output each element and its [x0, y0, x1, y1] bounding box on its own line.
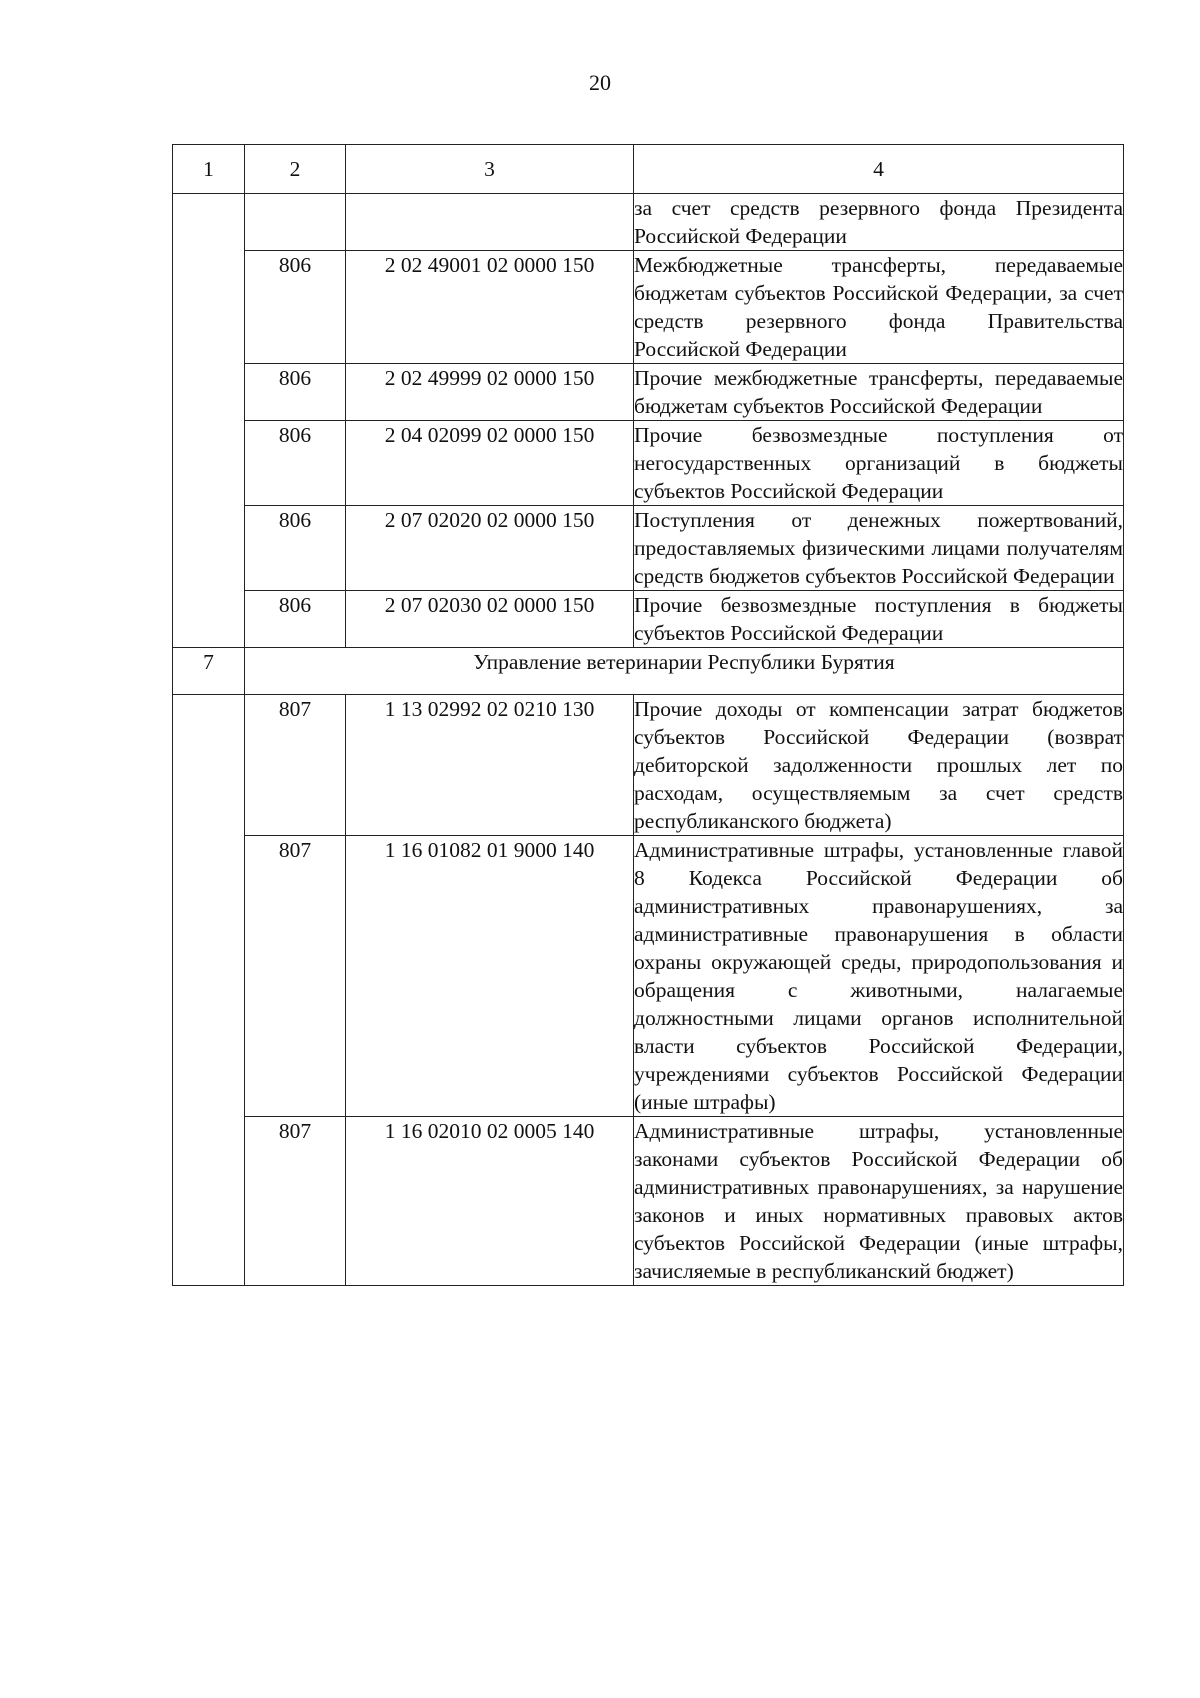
- header-col-2: 2: [245, 145, 346, 194]
- admin-code-cell: 806: [245, 251, 346, 364]
- index-cell-empty: [173, 194, 245, 648]
- header-col-1: 1: [173, 145, 245, 194]
- table-row: [173, 695, 1124, 836]
- table-row: [173, 1117, 1124, 1286]
- page-number: 20: [589, 70, 611, 95]
- table-row: [173, 251, 1124, 364]
- index-cell-empty: [173, 695, 245, 1286]
- table-header: [173, 145, 1124, 194]
- section-b: [173, 648, 1124, 1286]
- revenue-code-cell: 1 16 02010 02 0005 140: [346, 1117, 634, 1286]
- revenue-code-cell: 2 07 02020 02 0000 150: [346, 506, 634, 591]
- admin-code-cell: 807: [245, 695, 346, 836]
- admin-code-cell: 806: [245, 506, 346, 591]
- revenue-code-cell: 1 16 01082 01 9000 140: [346, 836, 634, 1117]
- table-row: [173, 194, 1124, 251]
- description-cell: Поступления от денежных пожертвований, предоставляемых физическими лицами получателям средств бюджетов субъектов Российской Федерации: [634, 506, 1124, 591]
- department-index: 7: [173, 648, 245, 695]
- description-cell: Административные штрафы, установленные законами субъектов Российской Федерации об административных правонарушениях, за нарушение законов и иных нормативных правовых актов субъектов Российской Федерации (иные штрафы, зачисляемые в республиканский бюджет): [634, 1117, 1124, 1286]
- description-cell: Межбюджетные трансферты, передаваемые бюджетам субъектов Российской Федерации, за счет средств резервного фонда Правительства Российской Федерации: [634, 251, 1124, 364]
- admin-code-cell: 807: [245, 1117, 346, 1286]
- table-row: [173, 591, 1124, 648]
- table-row: [173, 421, 1124, 506]
- admin-code-cell: 806: [245, 364, 346, 421]
- description-cell: Прочие доходы от компенсации затрат бюджетов субъектов Российской Федерации (возврат дебиторской задолженности прошлых лет по расходам, осуществляемым за счет средств республиканского бюджета): [634, 695, 1124, 836]
- description-cell: Прочие межбюджетные трансферты, передаваемые бюджетам субъектов Российской Федерации: [634, 364, 1124, 421]
- header-col-4: 4: [634, 145, 1124, 194]
- revenue-codes-table: [172, 144, 1124, 1286]
- header-row: [173, 145, 1124, 194]
- revenue-code-cell: 2 07 02030 02 0000 150: [346, 591, 634, 648]
- department-title: Управление ветеринарии Республики Бурятия: [245, 648, 1124, 695]
- description-cell: Прочие безвозмездные поступления в бюджеты субъектов Российской Федерации: [634, 591, 1124, 648]
- department-row: [173, 648, 1124, 695]
- description-cell: за счет средств резервного фонда Президента Российской Федерации: [634, 194, 1124, 251]
- description-cell: Прочие безвозмездные поступления от негосударственных организаций в бюджеты субъектов Российской Федерации: [634, 421, 1124, 506]
- admin-code-cell: 806: [245, 591, 346, 648]
- admin-code-cell: 806: [245, 421, 346, 506]
- admin-code-cell: [245, 194, 346, 251]
- table-row: [173, 364, 1124, 421]
- section-a: [173, 194, 1124, 648]
- revenue-code-cell: 2 02 49999 02 0000 150: [346, 364, 634, 421]
- revenue-code-cell: 1 13 02992 02 0210 130: [346, 695, 634, 836]
- revenue-code-cell: 2 02 49001 02 0000 150: [346, 251, 634, 364]
- admin-code-cell: 807: [245, 836, 346, 1117]
- description-cell: Административные штрафы, установленные главой 8 Кодекса Российской Федерации об административных правонарушениях, за административные правонарушения в области охраны окружающей среды, природопользования и обращения с животными, налагаемые должностными лицами органов исполнительной власти субъектов Российской Федерации, учреждениями субъектов Российской Федерации (иные штрафы): [634, 836, 1124, 1117]
- table-row: [173, 836, 1124, 1117]
- header-col-3: 3: [346, 145, 634, 194]
- revenue-code-cell: [346, 194, 634, 251]
- revenue-code-cell: 2 04 02099 02 0000 150: [346, 421, 634, 506]
- table-row: [173, 506, 1124, 591]
